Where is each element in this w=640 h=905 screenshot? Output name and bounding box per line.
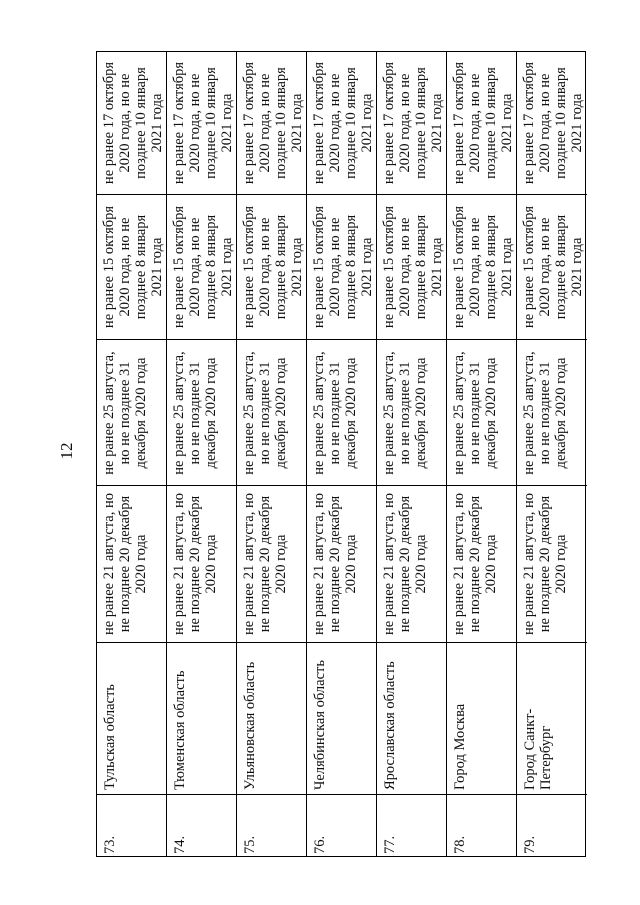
deadline-cell-1-text: не ранее 21 августа, но не позднее 20 декабря 2020 года bbox=[310, 493, 359, 636]
deadline-cell-3-text: не ранее 15 октября 2020 года, но не позднее 8 января 2021 года bbox=[521, 205, 585, 329]
table-row bbox=[307, 52, 377, 856]
deadline-cell-4 bbox=[517, 52, 587, 194]
deadline-cell-4-text: не ранее 17 октября 2020 года, но не позднее 10 января 2021 года bbox=[521, 61, 585, 185]
table-row bbox=[237, 52, 307, 856]
row-number-cell-text: 74. bbox=[171, 835, 188, 854]
deadline-cell-4-text: не ранее 17 октября 2020 года, но не позднее 10 января 2021 года bbox=[100, 61, 165, 185]
row-number-cell bbox=[237, 794, 306, 858]
row-number-cell-text: 79. bbox=[522, 835, 538, 854]
region-name-cell bbox=[517, 642, 587, 794]
deadline-cell-4-text: не ранее 17 октября 2020 года, но не позднее 10 января 2021 года bbox=[380, 61, 445, 185]
deadline-cell-2-text: не ранее 25 августа, но не позднее 31 декабря 2020 года bbox=[310, 350, 359, 475]
deadline-cell-4-text: не ранее 17 октября 2020 года, но не позднее 10 января 2021 года bbox=[170, 61, 235, 185]
deadline-cell-1 bbox=[97, 485, 166, 642]
deadline-cell-3 bbox=[307, 194, 376, 339]
deadline-cell-3 bbox=[517, 194, 587, 339]
deadline-cell-2-text: не ранее 25 августа, но не позднее 31 декабря 2020 года bbox=[240, 350, 289, 475]
deadline-cell-1 bbox=[237, 485, 306, 642]
table-row bbox=[167, 52, 237, 856]
region-name-cell-text: Челябинская область bbox=[311, 659, 328, 790]
deadline-cell-1 bbox=[517, 485, 587, 642]
row-number-cell bbox=[167, 794, 236, 858]
table-row bbox=[377, 52, 447, 856]
region-name-cell bbox=[447, 642, 516, 794]
deadline-cell-4 bbox=[97, 52, 166, 194]
deadline-cell-2-text: не ранее 25 августа, но не позднее 31 декабря 2020 года bbox=[521, 350, 569, 475]
schedule-table bbox=[96, 51, 586, 857]
region-name-cell-text: Город Санкт-Петербург bbox=[522, 708, 554, 790]
row-number-cell bbox=[307, 794, 376, 858]
deadline-cell-2 bbox=[97, 339, 166, 485]
region-name-cell bbox=[97, 642, 166, 794]
deadline-cell-1-text: не ранее 21 августа, но не позднее 20 декабря 2020 года bbox=[450, 493, 499, 636]
region-name-cell bbox=[307, 642, 376, 794]
region-name-cell-text: Тульская область bbox=[101, 683, 118, 790]
deadline-cell-4 bbox=[377, 52, 446, 194]
deadline-cell-4 bbox=[307, 52, 376, 194]
deadline-cell-2 bbox=[377, 339, 446, 485]
deadline-cell-1-text: не ранее 21 августа, но не позднее 20 декабря 2020 года bbox=[240, 493, 289, 636]
deadline-cell-3-text: не ранее 15 октября 2020 года, но не позднее 8 января 2021 года bbox=[310, 205, 375, 329]
deadline-cell-1 bbox=[307, 485, 376, 642]
row-number-cell bbox=[97, 794, 166, 858]
deadline-cell-1-text: не ранее 21 августа, но не позднее 20 декабря 2020 года bbox=[170, 493, 219, 636]
region-name-cell bbox=[237, 642, 306, 794]
deadline-cell-1 bbox=[447, 485, 516, 642]
region-name-cell bbox=[377, 642, 446, 794]
region-name-cell-text: Тюменская область bbox=[171, 670, 188, 790]
deadline-cell-2 bbox=[447, 339, 516, 485]
table-row bbox=[447, 52, 517, 856]
deadline-cell-1 bbox=[377, 485, 446, 642]
deadline-cell-1 bbox=[167, 485, 236, 642]
deadline-cell-2-text: не ранее 25 августа, но не позднее 31 декабря 2020 года bbox=[380, 350, 429, 475]
row-number-cell-text: 73. bbox=[101, 835, 118, 854]
deadline-cell-2-text: не ранее 25 августа, но не позднее 31 декабря 2020 года bbox=[100, 350, 149, 475]
deadline-cell-2 bbox=[517, 339, 587, 485]
table-row bbox=[517, 52, 587, 856]
row-number-cell-text: 78. bbox=[451, 835, 468, 854]
deadline-cell-3-text: не ранее 15 октября 2020 года, но не позднее 8 января 2021 года bbox=[380, 205, 445, 329]
deadline-cell-4 bbox=[167, 52, 236, 194]
deadline-cell-3-text: не ранее 15 октября 2020 года, но не позднее 8 января 2021 года bbox=[170, 205, 235, 329]
deadline-cell-3-text: не ранее 15 октября 2020 года, но не позднее 8 января 2021 года bbox=[450, 205, 515, 329]
deadline-cell-2 bbox=[307, 339, 376, 485]
page-number: 12 bbox=[57, 442, 76, 460]
row-number-cell bbox=[447, 794, 516, 858]
deadline-cell-2-text: не ранее 25 августа, но не позднее 31 декабря 2020 года bbox=[170, 350, 219, 475]
deadline-cell-4-text: не ранее 17 октября 2020 года, но не позднее 10 января 2021 года bbox=[450, 61, 515, 185]
deadline-cell-2 bbox=[167, 339, 236, 485]
deadline-cell-4-text: не ранее 17 октября 2020 года, но не позднее 10 января 2021 года bbox=[240, 61, 305, 185]
row-number-cell-text: 76. bbox=[311, 835, 328, 854]
row-number-cell bbox=[517, 794, 587, 858]
deadline-cell-4 bbox=[447, 52, 516, 194]
row-number-cell bbox=[377, 794, 446, 858]
table-row bbox=[97, 52, 167, 856]
deadline-cell-3 bbox=[97, 194, 166, 339]
deadline-cell-3 bbox=[237, 194, 306, 339]
region-name-cell-text: Ульяновская область bbox=[241, 661, 258, 790]
deadline-cell-1-text: не ранее 21 августа, но не позднее 20 декабря 2020 года bbox=[380, 493, 429, 636]
deadline-cell-1-text: не ранее 21 августа, но не позднее 20 декабря 2020 года bbox=[100, 493, 149, 636]
row-number-cell-text: 75. bbox=[241, 835, 258, 854]
deadline-cell-3 bbox=[377, 194, 446, 339]
deadline-cell-4-text: не ранее 17 октября 2020 года, но не позднее 10 января 2021 года bbox=[310, 61, 375, 185]
region-name-cell-text: Город Москва bbox=[451, 703, 468, 790]
region-name-cell-text: Ярославская область bbox=[381, 660, 398, 790]
deadline-cell-1-text: не ранее 21 августа, но не позднее 20 декабря 2020 года bbox=[521, 493, 569, 636]
deadline-cell-3-text: не ранее 15 октября 2020 года, но не позднее 8 января 2021 года bbox=[240, 205, 305, 329]
deadline-cell-2 bbox=[237, 339, 306, 485]
deadline-cell-3-text: не ранее 15 октября 2020 года, но не позднее 8 января 2021 года bbox=[100, 205, 165, 329]
region-name-cell bbox=[167, 642, 236, 794]
deadline-cell-3 bbox=[167, 194, 236, 339]
row-number-cell-text: 77. bbox=[381, 835, 398, 854]
deadline-cell-2-text: не ранее 25 августа, но не позднее 31 декабря 2020 года bbox=[450, 350, 499, 475]
deadline-cell-3 bbox=[447, 194, 516, 339]
deadline-cell-4 bbox=[237, 52, 306, 194]
